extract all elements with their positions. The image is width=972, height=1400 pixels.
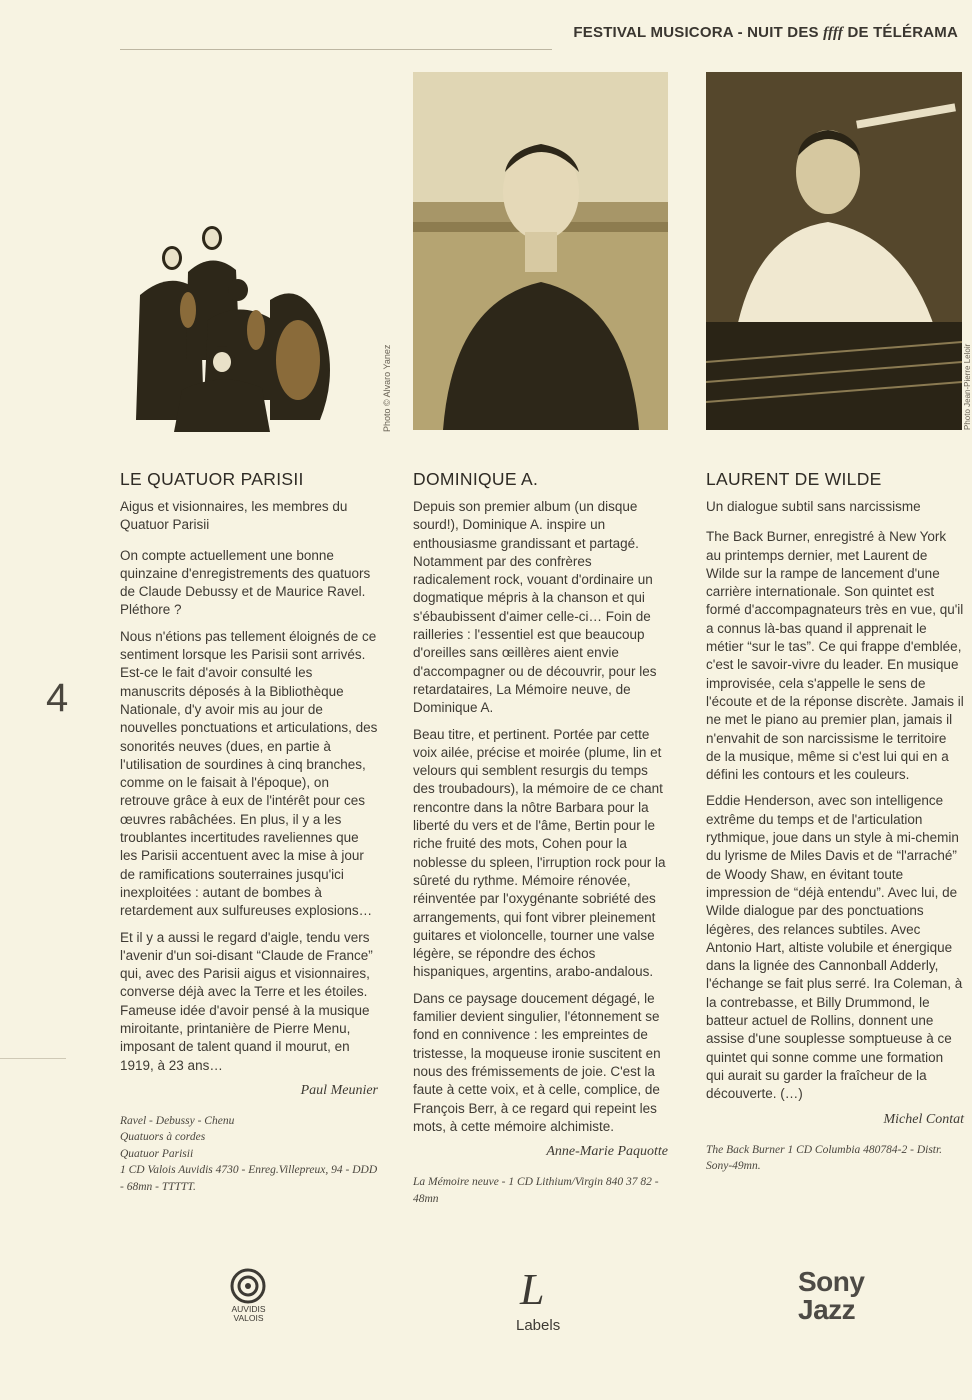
page-header (573, 24, 958, 42)
article-quatuor-parisii (120, 468, 378, 1195)
jazz-word: Jazz (798, 1294, 856, 1325)
article-paragraph: Depuis son premier album (un disque sourd!), Dominique A. inspire un enthousiasme grandissant et partagé. Notamment par des confrères radicalement rock, vouant d'ordinaire un dogmatique mépris à la chanson et qui s'ébaubissent d'aimer celle-ci… Foin de railleries : l'essentiel est que beaucoup d'oreilles sans œillères aient envie d'accompagner ou de découvrir, pour les retardataires, La Mémoire neuve, de Dominique A. (413, 499, 657, 716)
photo-quatuor-parisii (120, 210, 378, 432)
header-title-ffff: ffff (823, 25, 844, 41)
sony-jazz-logo (798, 1268, 864, 1324)
disc-line: The Back Burner 1 CD Columbia 480784-2 - Distr. Sony-49mn. (706, 1143, 943, 1172)
disc-line: La Mémoire neuve - 1 CD Lithium/Virgin 840 37 82 - 48mn (413, 1176, 659, 1205)
article-paragraph: Dans ce paysage doucement dégagé, le familier devient singulier, l'étonnement se fond en connivence : les empreintes de tristesse, la moqueuse ironie suscitent en nous des frémissements de joie. C'est la faute à cette voix, et à celle, complice, de François Berr, à ce regard qui repeint les mots, à cette mémoire alchimiste. (413, 990, 661, 1134)
disc-line: Ravel - Debussy - Chenu (120, 1114, 235, 1127)
side-rule (0, 1058, 66, 1059)
disc-line: Quatuors à cordes (120, 1131, 206, 1144)
article-lead: Aigus et visionnaires, les membres du Quatuor Parisii (120, 499, 348, 533)
article-laurent-de-wilde (706, 468, 964, 1175)
labels-mark: L (520, 1265, 545, 1314)
disc-line: Quatuor Parisii (120, 1147, 194, 1160)
sony-word: Sony (798, 1266, 865, 1297)
article-signature: Anne-Marie Paquotte (546, 1144, 668, 1160)
article-title: LE QUATUOR PARISII (120, 469, 304, 489)
page-number: 4 (46, 676, 69, 720)
article-paragraph: On compte actuellement une bonne quinzaine d'enregistrements des quatuors de Claude Debussy et de Maurice Ravel. Pléthore ? (120, 547, 371, 618)
article-title: DOMINIQUE A. (413, 469, 539, 489)
header-title-post: DE TÉLÉRAMA (843, 24, 958, 41)
article-paragraph: Beau titre, et pertinent. Portée par cette voix ailée, précise et moirée (plume, lin et velours qui semblent resurgis du temps des troubadours), la mémoire de ce chant rencontre dans la nôtre Barbara pour la liberté du vers et de l'âme, Bertin pour le riche fruité des mots, Cohen pour la noblesse du spleen, l'irruption rock pour la sûreté du rythme. Mémoire rénovée, réinventée par l'oxygénante sobriété des arrangements, qui font vibrer pleinement guitares et violoncelle, tourner une valse légère, se répondre des échos hispaniques, argentins, arabo-andalous. (413, 726, 666, 980)
article-paragraph: The Back Burner, enregistré à New York au printemps dernier, met Laurent de Wilde sur la rampe de lancement d'une carrière internationale. Son quintet est formé d'accompagnateurs très en vue, qu'il a connus là-bas quand il apprenait le métier “sur le tas”. Ce qui frappe d'emblée, c'est le savoir-vivre du leader. En musique improvisée, cela s'appelle le sens de l'écoute et de la réponse discrète. Jamais il ne met le piano au premier plan, jamais il n'envahit de son narcissisme le territoire de la musique, même si c'est lui qui en a défini les contours et les couleurs. (706, 529, 964, 783)
header-title-pre: FESTIVAL MUSICORA - NUIT DES (573, 24, 824, 41)
photo-credit-3: Photo Jean-Pierre Leloir (963, 343, 972, 430)
disc-line: 1 CD Valois Auvidis 4730 - Enreg.Villepreux, 94 - DDD - 68mn - TTTTT. (120, 1164, 378, 1193)
article-paragraph: Nous n'étions pas tellement éloignés de ce sentiment lorsque les Parisii sont arrivés. Est-ce le fait d'avoir consulté les manuscrits déposés à la Bibliothèque Nationale, d'y avoir mis au jour de nouvelles ponctuations et articulations, des sonorités neuves (dues, en partie à l'utilisation de sourdines à cinq branches, comme on le faisait à l'époque), on retrouve grâce à eux de l'intérêt pour ces œuvres rabâchées. En plus, il y a les troublantes incertitudes raveliennes que les Parisii accentuent avec la mise à jour de ramifications souterraines jusqu'ici inexploitées : autant de bombes à retardement aux sulfureuses explosions… (120, 628, 378, 919)
article-title: LAURENT DE WILDE (706, 469, 882, 489)
article-paragraph: Eddie Henderson, avec son intelligence extrême du temps et de l'articulation rythmique, joue dans un style à mi-chemin du lyrisme de Miles Davis et de “l'arraché” de Woody Shaw, en évitant toute impression de “déjà entendu”. Avec lui, de Wilde dialogue par des ponctuations légères, des relances subtiles. Avec Antonio Hart, altiste volubile et énergique dans la lignée des Cannonball Adderly, l'échange se fait plus serré. Ira Coleman, à la contrebasse, et Billy Drummond, le batteur actuel de Rollins, donnent une assise d'une souplesse somptueuse à ce quintet qui sonne comme une formation qui aurait su garder la fraîcheur de la découverte. (…) (706, 793, 963, 1102)
disc-info (413, 1174, 668, 1207)
labels-logo (520, 1266, 544, 1314)
header-rule (120, 49, 552, 50)
auvidis-logo-text (226, 1305, 271, 1323)
disc-info (120, 1113, 378, 1196)
valois-word: VALOIS (233, 1313, 264, 1323)
auvidis-word: AUVIDIS (231, 1304, 266, 1314)
photo-dominique-a (413, 72, 668, 430)
auvidis-flower-icon (226, 1268, 271, 1304)
photo-laurent-de-wilde (706, 72, 962, 430)
article-signature: Michel Contat (883, 1111, 964, 1127)
photo-credit-1: Photo © Alvaro Yanez (382, 344, 392, 432)
article-paragraph: Et il y a aussi le regard d'aigle, tendu vers l'avenir d'un soi-disant “Claude de France” qui, avec des Parisii aigus et visionnaires, converse déjà avec la Terre et les étoiles. Fameuse idée d'avoir pensé à la musique miroitante, printanière de Pierre Menu, imposant de talent quand il mourut, en 1919, à 23 ans… (120, 929, 373, 1073)
article-dominique-a (413, 468, 668, 1207)
article-lead: Un dialogue subtil sans narcissisme (706, 499, 921, 514)
labels-logo-text: Labels (516, 1317, 561, 1334)
disc-info (706, 1142, 964, 1175)
article-signature: Paul Meunier (300, 1082, 378, 1098)
